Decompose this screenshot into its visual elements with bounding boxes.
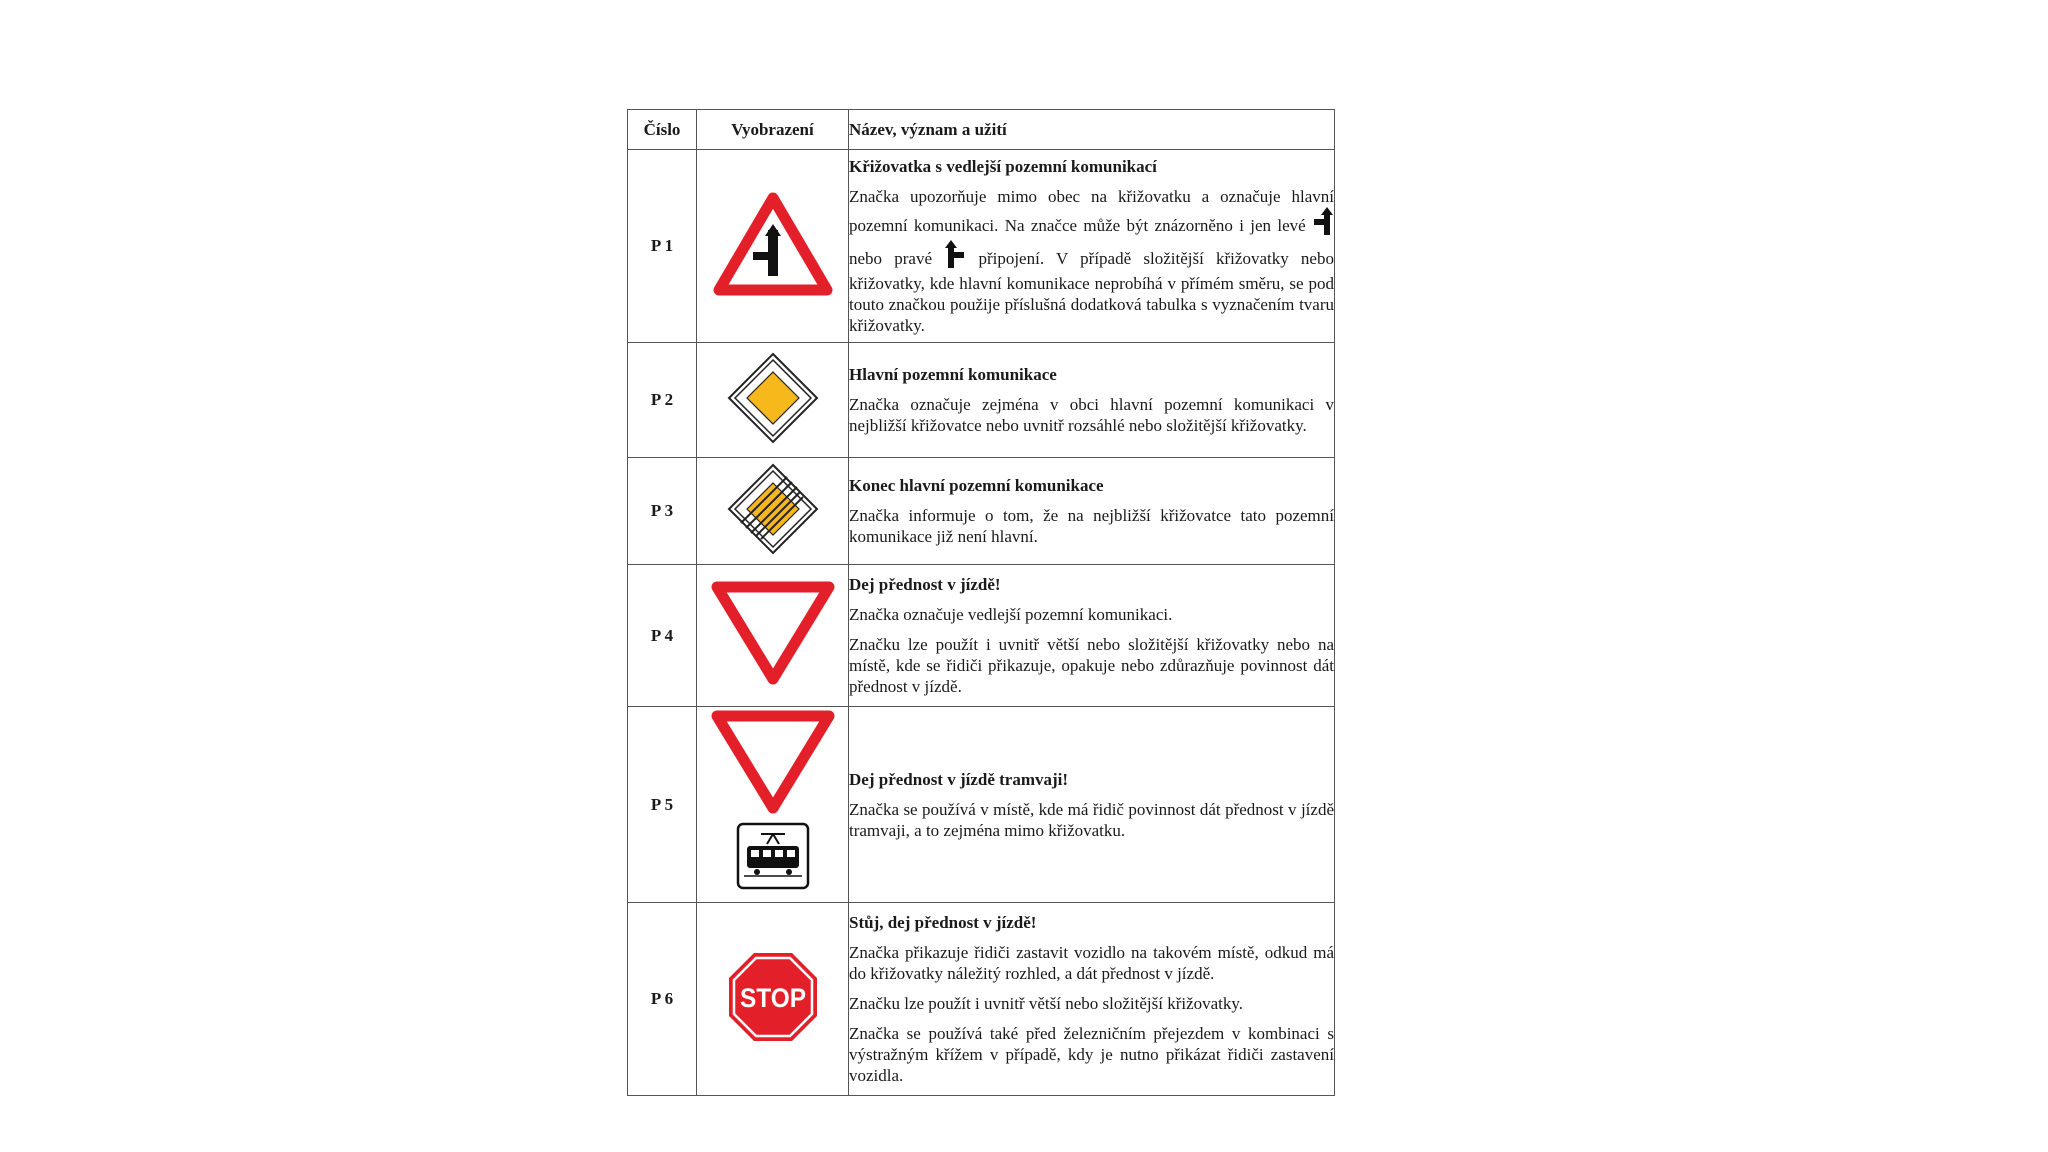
- sign-title: Dej přednost v jízdě!: [849, 575, 1001, 594]
- sign-description: [849, 458, 1335, 565]
- give-way-sign-icon: [711, 581, 835, 685]
- sign-description: [849, 343, 1335, 458]
- sign-text: Značka označuje vedlejší pozemní komunikaci.: [849, 605, 1173, 624]
- sign-number: P 1: [628, 150, 697, 343]
- sign-text: Značka označuje zejména v obci hlavní pozemní komunikaci v nejbližší křižovatce nebo uvnitř rozsáhlé nebo složitější křižovatky.: [849, 395, 1334, 435]
- sign-title: Hlavní pozemní komunikace: [849, 365, 1057, 384]
- sign-description: [849, 150, 1335, 343]
- sign-title: Křižovatka s vedlejší pozemní komunikací: [849, 157, 1157, 176]
- table-row: [628, 707, 1335, 903]
- sign-text: Značku lze použít i uvnitř větší nebo složitější křižovatky.: [849, 994, 1244, 1013]
- sign-title: Dej přednost v jízdě tramvaji!: [849, 769, 1069, 789]
- right-junction-icon: [944, 240, 966, 273]
- crossroad-sign-icon: [713, 192, 833, 296]
- table-row: [628, 565, 1335, 707]
- sign-image-cell: [697, 150, 849, 343]
- sign-text: Značku lze použít i uvnitř větší nebo složitější křižovatky nebo na místě, kde se řidiči přikazuje, opakuje nebo zdůrazňuje povinnost dát přednost v jízdě.: [849, 635, 1334, 696]
- table-header-row: [628, 110, 1335, 150]
- table-row: [628, 903, 1335, 1096]
- give-way-to-tram-sign-icon: [711, 710, 835, 894]
- sign-number: P 2: [628, 343, 697, 458]
- sign-image-cell: [697, 458, 849, 565]
- sign-image-cell: [697, 343, 849, 458]
- left-junction-icon: [1312, 207, 1334, 240]
- end-of-priority-road-sign-icon: [727, 463, 819, 555]
- table-row: [628, 150, 1335, 343]
- table-row: [628, 458, 1335, 565]
- table-row: [628, 343, 1335, 458]
- header-number: Číslo: [628, 110, 697, 150]
- stop-sign-label: STOP: [739, 982, 806, 1013]
- sign-description: [849, 565, 1335, 707]
- sign-description: [849, 707, 1335, 903]
- sign-title: Stůj, dej přednost v jízdě!: [849, 913, 1037, 932]
- sign-number: P 6: [628, 903, 697, 1096]
- sign-number: P 4: [628, 565, 697, 707]
- priority-road-sign-icon: [727, 352, 819, 444]
- stop-sign-icon: [727, 951, 819, 1043]
- sign-number: P 3: [628, 458, 697, 565]
- header-description: Název, význam a užití: [849, 110, 1335, 150]
- sign-text: Značka přikazuje řidiči zastavit vozidlo na takovém místě, odkud má do křižovatky náležitý rozhled, a dát přednost v jízdě.: [849, 943, 1334, 983]
- sign-description: [849, 903, 1335, 1096]
- sign-text: Značka se používá také před železničním přejezdem v kombinaci s výstražným křížem v případě, kdy je nutno přikázat řidiči zastavení vozidla.: [849, 1024, 1334, 1085]
- traffic-signs-table: [627, 109, 1335, 1096]
- sign-text: Značka informuje o tom, že na nejbližší křižovatce tato pozemní komunikace již není hlavní.: [849, 506, 1334, 546]
- sign-image-cell: [697, 565, 849, 707]
- header-image: Vyobrazení: [697, 110, 849, 150]
- sign-title: Konec hlavní pozemní komunikace: [849, 476, 1104, 495]
- sign-image-cell: [697, 707, 849, 903]
- sign-number: P 5: [628, 707, 697, 903]
- sign-image-cell: [697, 903, 849, 1096]
- sign-text: Značka upozorňuje mimo obec na křižovatku a označuje hlavní pozemní komunikaci. Na značce může být znázorněno i jen levé nebo pravé připojení. V případě složitější křižovatky nebo křižovatky, kde hlavní komunikace neprobíhá v přímém směru, se pod touto značkou použije příslušná dodatková tabulka s vyznačením tvaru křižovatky.: [849, 187, 1334, 335]
- sign-text: Značka se používá v místě, kde má řidič povinnost dát přednost v jízdě tramvaji, a to zejména mimo křižovatku.: [849, 799, 1334, 840]
